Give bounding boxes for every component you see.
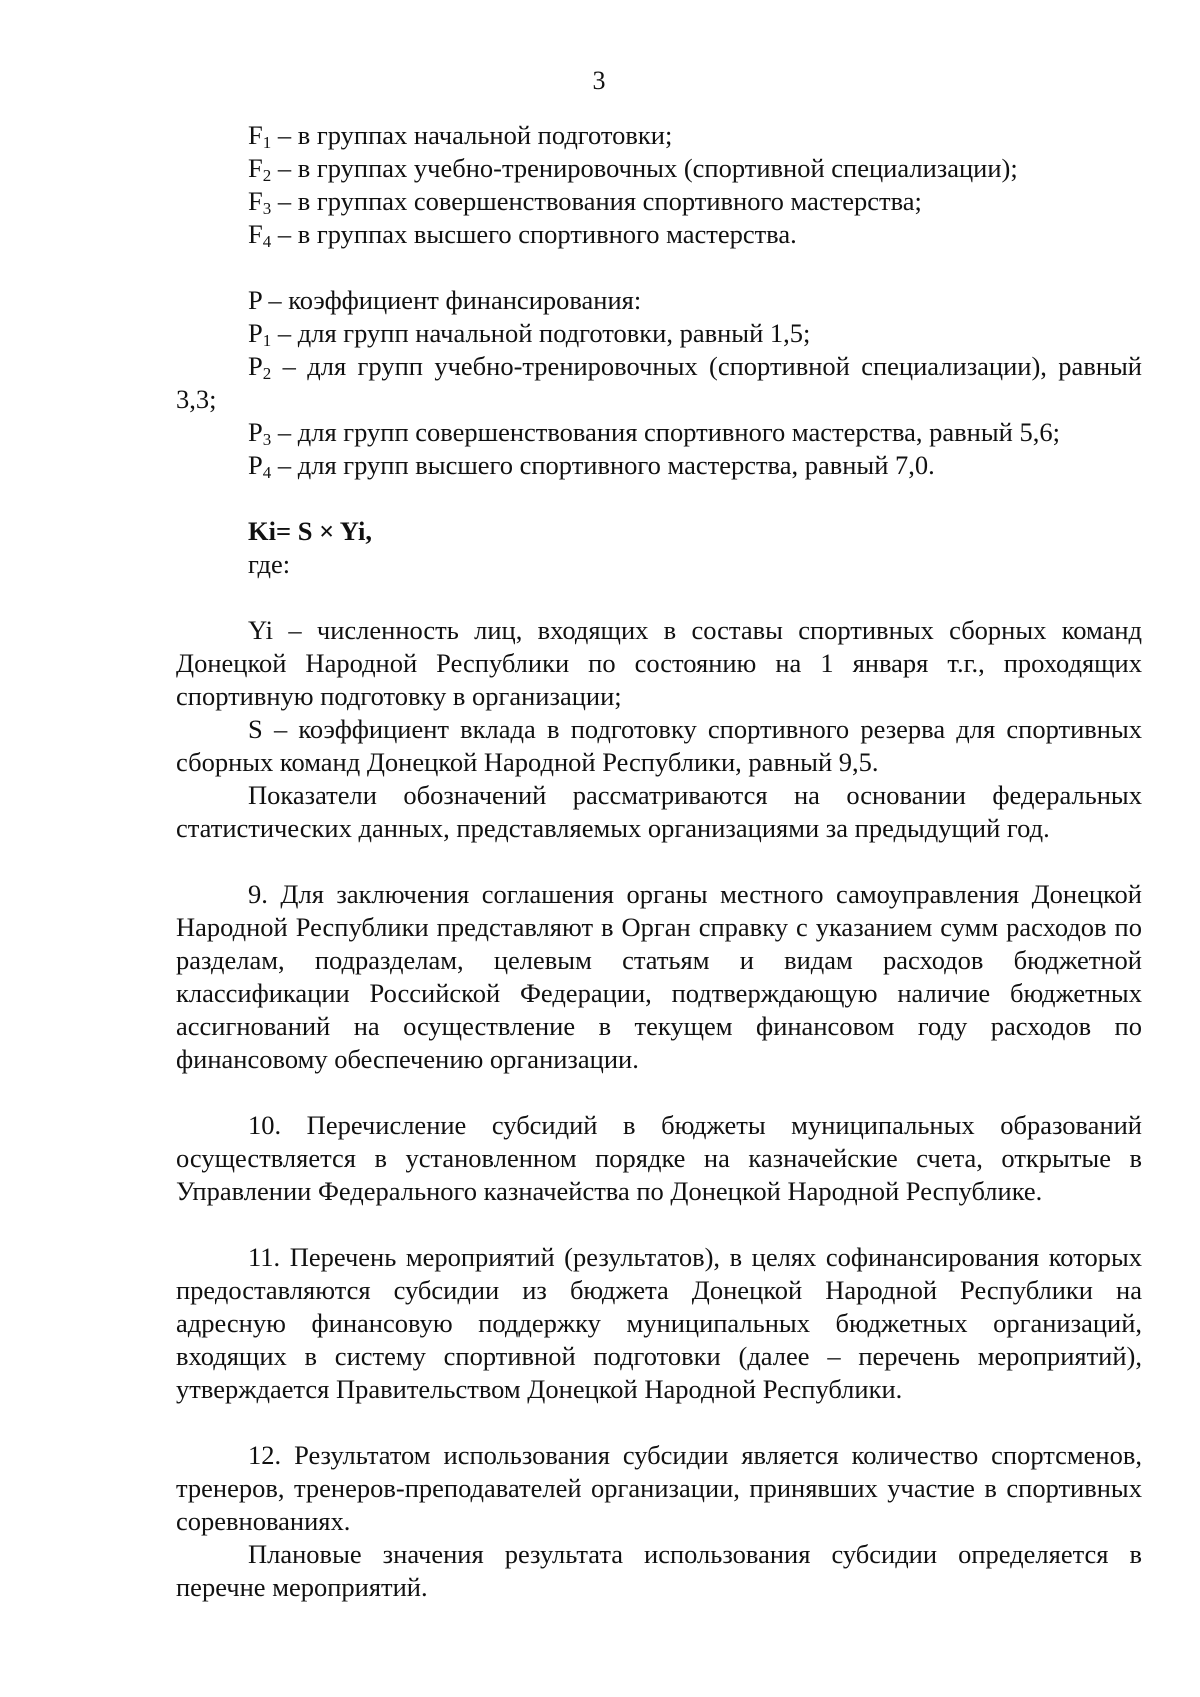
f-item-2: $F_2$ – в группах учебно-тренировочных (спортивной специализации); xyxy=(248,153,1018,185)
formula-ki: Ki= S × Yi, xyxy=(248,516,372,546)
p-item-4: $P_4$ – для групп высшего спортивного мастерства, равный 7,0. xyxy=(248,450,935,482)
p-intro: P – коэффициент финансирования: xyxy=(248,285,642,315)
indicators-paragraph: Показатели обозначений рассматриваются на основании федеральных статистических данных, представляемых организациями за предыдущий год. xyxy=(176,780,1142,843)
paragraph-12-planned: Плановые значения результата использования субсидии определяется в перечне мероприятий. xyxy=(176,1539,1142,1602)
s-definition: S – коэффициент вклада в подготовку спортивного резерва для спортивных сборных команд Донецкой Народной Республики, равный 9,5. xyxy=(176,714,1142,777)
f-list xyxy=(176,119,1142,251)
p-item-2: $P_2$ – для групп учебно-тренировочных (спортивной специализации), равный 3,3; xyxy=(176,351,1142,414)
formula-where: где: xyxy=(248,549,291,579)
paragraph-9: 9. Для заключения соглашения органы местного самоуправления Донецкой Народной Республики представляют в Орган справку с указанием сумм расходов по разделам, подразделам, целевым статьям и видам расходов бюджетной классификации Российской Федерации, подтверждающую наличие бюджетных ассигнований на осуществление в текущем финансовом году расходов по финансовому обеспечению организации. xyxy=(176,879,1142,1074)
paragraph-10: 10. Перечисление субсидий в бюджеты муниципальных образований осуществляется в установленном порядке на казначейские счета, открытые в Управлении Федерального казначейства по Донецкой Народной Республике. xyxy=(176,1110,1142,1206)
f-item-3: $F_3$ – в группах совершенствования спортивного мастерства; xyxy=(248,186,922,218)
paragraph-11: 11. Перечень мероприятий (результатов), в целях софинансирования которых предоставляются субсидии из бюджета Донецкой Народной Республики на адресную финансовую поддержку муниципальных бюджетных организаций, входящих в систему спортивной подготовки (далее – перечень мероприятий), утверждается Правительством Донецкой Народной Республики. xyxy=(176,1242,1142,1404)
yi-definition: Yi – численность лиц, входящих в составы спортивных сборных команд Донецкой Народной Республики по состоянию на 1 января т.г., проходящих спортивную подготовку в организации; xyxy=(176,615,1142,711)
paragraph-12: 12. Результатом использования субсидии является количество спортсменов, тренеров, тренеров-преподавателей организации, принявших участие в спортивных соревнованиях. xyxy=(176,1440,1142,1536)
page-number: 3 xyxy=(592,66,606,95)
f-item-4: $F_4$ – в группах высшего спортивного мастерства. xyxy=(248,219,797,251)
f-item-1: $F_1$ – в группах начальной подготовки; xyxy=(248,120,673,152)
p-list xyxy=(176,284,1142,482)
p-item-1: $P_1$ – для групп начальной подготовки, равный 1,5; xyxy=(248,318,811,350)
p-item-3: $P_3$ – для групп совершенствования спортивного мастерства, равный 5,6; xyxy=(248,417,1060,449)
